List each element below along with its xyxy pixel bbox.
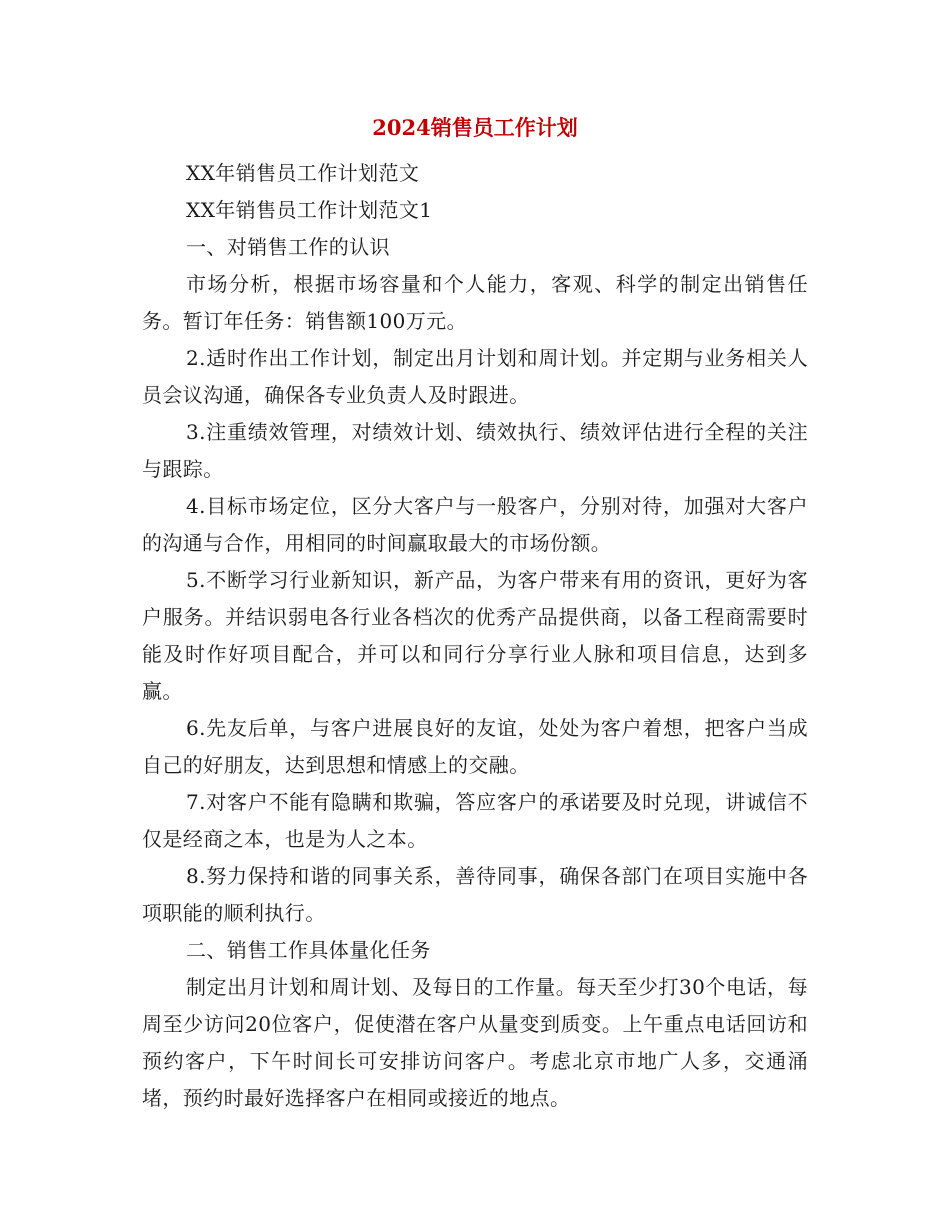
paragraph: 7.对客户不能有隐瞒和欺骗，答应客户的承诺要及时兑现，讲诚信不仅是经商之本，也是为人之本。: [142, 790, 808, 851]
paragraph: XX年销售员工作计划范文: [186, 161, 420, 185]
paragraph: 3.注重绩效管理，对绩效计划、绩效执行、绩效评估进行全程的关注与跟踪。: [142, 420, 808, 481]
paragraph: XX年销售员工作计划范文1: [186, 198, 433, 222]
paragraph: 8.努力保持和谐的同事关系，善待同事，确保各部门在项目实施中各项职能的顺利执行。: [142, 864, 808, 925]
paragraph: 二、销售工作具体量化任务: [186, 938, 431, 962]
paragraph: 6.先友后单，与客户进展良好的友谊，处处为客户着想，把客户当成自己的好朋友，达到思想和情感上的交融。: [142, 716, 808, 777]
paragraph: 市场分析，根据市场容量和个人能力，客观、科学的制定出销售任务。暂订年任务：销售额100万元。: [142, 272, 808, 333]
paragraph: 制定出月计划和周计划、及每日的工作量。每天至少打30个电话，每周至少访问20位客户，促使潜在客户从量变到质变。上午重点电话回访和预约客户，下午时间长可安排访问客户。考虑北京市地广人多，交通涌堵，预约时最好选择客户在相同或接近的地点。: [142, 975, 808, 1110]
document-title: 2024销售员工作计划: [372, 115, 578, 140]
paragraph: 4.目标市场定位，区分大客户与一般客户，分别对待，加强对大客户的沟通与合作，用相同的时间赢取最大的市场份额。: [142, 494, 808, 555]
paragraph: 2.适时作出工作计划，制定出月计划和周计划。并定期与业务相关人员会议沟通，确保各专业负责人及时跟进。: [142, 346, 808, 407]
paragraph: 一、对销售工作的认识: [186, 235, 390, 259]
document-body: [142, 155, 808, 1117]
paragraph: 5.不断学习行业新知识，新产品，为客户带来有用的资讯，更好为客户服务。并结识弱电各行业各档次的优秀产品提供商，以备工程商需要时能及时作好项目配合，并可以和同行分享行业人脉和项目信息，达到多赢。: [142, 568, 808, 703]
